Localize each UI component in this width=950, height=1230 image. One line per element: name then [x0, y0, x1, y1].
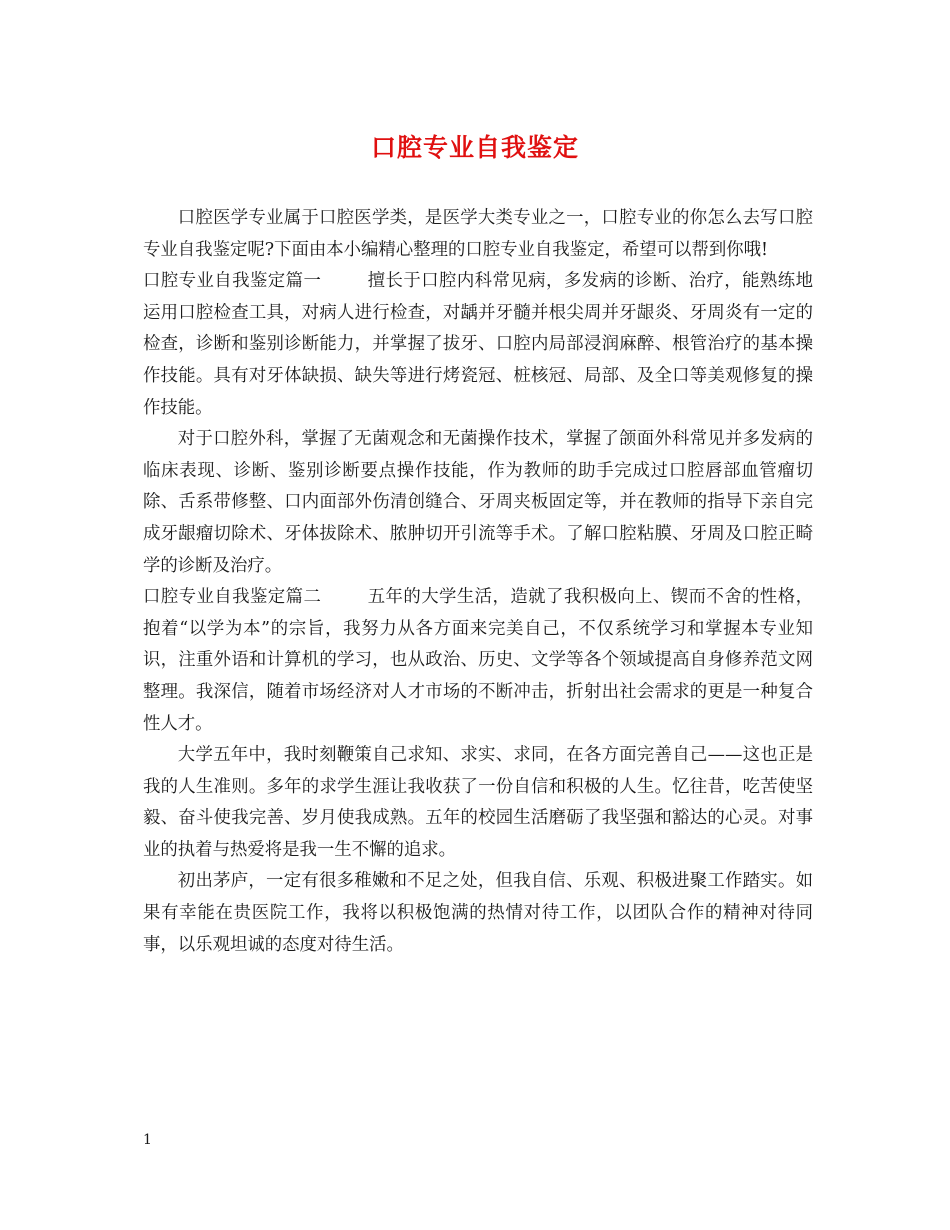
- section-1-heading: 口腔专业自我鉴定篇一: [143, 271, 322, 292]
- section-2-paragraph: [143, 582, 813, 740]
- document-body: [143, 203, 813, 961]
- page-number: 1: [143, 1132, 152, 1148]
- section-2-heading: 口腔专业自我鉴定篇二: [143, 587, 322, 608]
- document-title: 口腔专业自我鉴定: [370, 133, 579, 162]
- section-1-body: 擅长于口腔内科常见病，多发病的诊断、治疗，能熟练地运用口腔检查工具，对病人进行检查，对龋并牙髓并根尖周并牙龈炎、牙周炎有一定的检查，诊断和鉴别诊断能力，并掌握了拔牙、口腔内局部浸润麻醉、根管治疗的基本操作技能。具有对牙体缺损、缺失等进行烤瓷冠、桩核冠、局部、及全口等美观修复的操作技能。: [143, 271, 813, 418]
- intro-paragraph: 口腔医学专业属于口腔医学类，是医学大类专业之一，口腔专业的你怎么去写口腔专业自我鉴定呢?下面由本小编精心整理的口腔专业自我鉴定，希望可以帮到你哦!: [143, 208, 813, 260]
- section-2-body: 五年的大学生活，造就了我积极向上、锲而不舍的性格，抱着“以学为本”的宗旨，我努力从各方面来完美自己，不仅系统学习和掌握本专业知识，注重外语和计算机的学习，也从政治、历史、文学等各个领域提高自身修养范文网整理。我深信，随着市场经济对人才市场的不断冲击，折射出社会需求的更是一种复合性人才。: [143, 587, 813, 734]
- section-1-paragraph: [143, 266, 813, 424]
- section-2-paragraph-2: 大学五年中，我时刻鞭策自己求知、求实、求同，在各方面完善自己——这也正是我的人生准则。多年的求学生涯让我收获了一份自信和积极的人生。忆往昔，吃苦使坚毅、奋斗使我完善、岁月使我成熟。五年的校园生活磨砺了我坚强和豁达的心灵。对事业的执着与热爱将是我一生不懈的追求。: [143, 745, 813, 860]
- section-1-paragraph-2: 对于口腔外科，掌握了无菌观念和无菌操作技术，掌握了颌面外科常见并多发病的临床表现、诊断、鉴别诊断要点操作技能，作为教师的助手完成过口腔唇部血管瘤切除、舌系带修整、口内面部外伤清创缝合、牙周夹板固定等，并在教师的指导下亲自完成牙龈瘤切除术、牙体拔除术、脓肿切开引流等手术。了解口腔粘膜、牙周及口腔正畸学的诊断及治疗。: [143, 429, 813, 576]
- section-2-paragraph-3: 初出茅庐，一定有很多稚嫩和不足之处，但我自信、乐观、积极进聚工作踏实。如果有幸能在贵医院工作，我将以积极饱满的热情对待工作，以团队合作的精神对待同事，以乐观坦诚的态度对待生活。: [143, 871, 813, 955]
